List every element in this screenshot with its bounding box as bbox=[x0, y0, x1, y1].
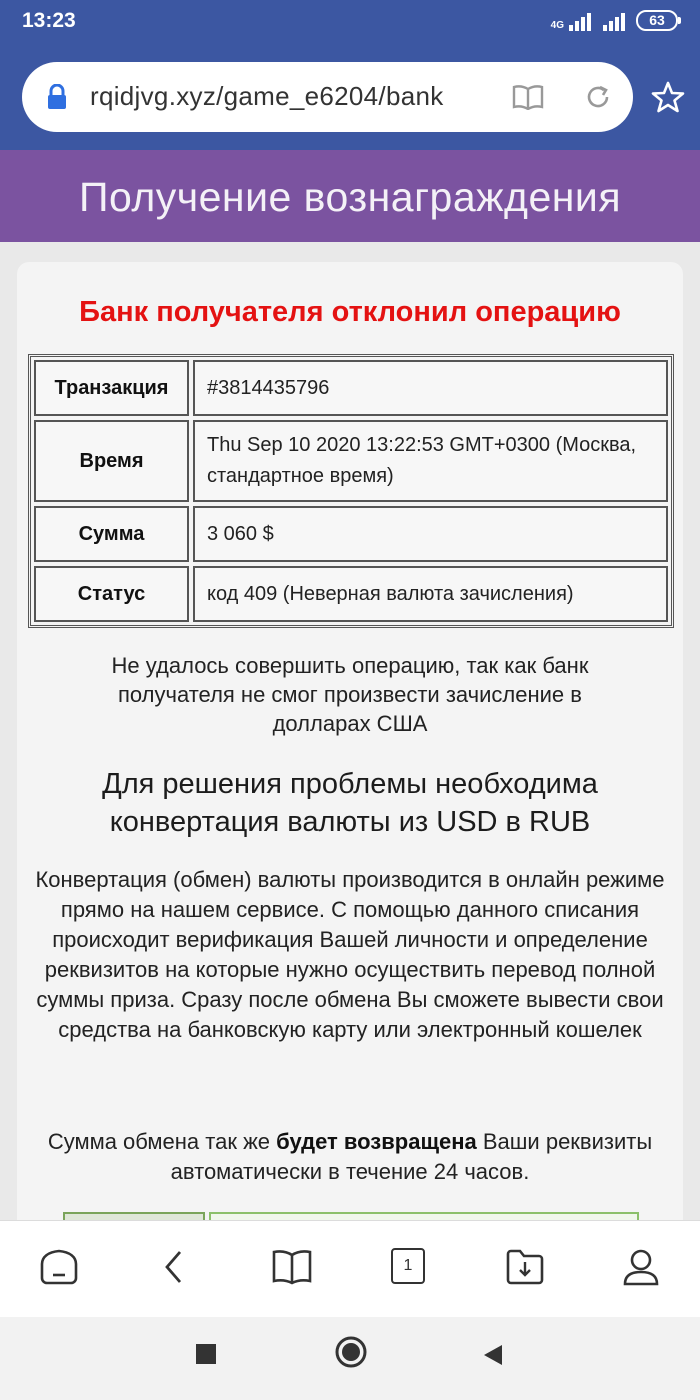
downloads-icon[interactable] bbox=[505, 1248, 545, 1286]
transaction-table bbox=[28, 354, 674, 628]
page-header bbox=[0, 150, 700, 242]
browser-chrome bbox=[0, 0, 700, 150]
status-time: 13:23 bbox=[22, 9, 76, 32]
table-value: Thu Sep 10 2020 13:22:53 GMT+0300 (Москва, стандартное время) bbox=[193, 420, 668, 502]
table-row bbox=[34, 506, 668, 562]
conversion-description: Конвертация (обмен) валюты производится в онлайн режиме прямо на нашем сервисе. С помощью данного списания происходит верификация Вашей личности и определение реквизитов на которые нужно осуществить перевод полной суммы приза. Сразу после обмена Вы сможете вывести свои средства на банковскую карту или электронный кошелек bbox=[35, 867, 665, 1042]
error-title: Банк получателя отклонил операцию bbox=[79, 296, 621, 328]
page-title: Получение вознаграждения bbox=[78, 174, 622, 220]
table-row bbox=[34, 420, 668, 502]
back-triangle-icon[interactable] bbox=[482, 1343, 504, 1367]
signal-icon-2 bbox=[602, 11, 628, 31]
reload-icon[interactable] bbox=[584, 83, 612, 111]
refund-note-post: Ваши реквизиты автоматически в течение 24 часов. bbox=[170, 1129, 653, 1184]
table-label: Сумма bbox=[34, 506, 189, 562]
refund-note-pre: Сумма обмена так же bbox=[47, 1129, 277, 1154]
table-value: код 409 (Неверная валюта зачисления) bbox=[193, 566, 668, 622]
bookmark-star-icon[interactable] bbox=[651, 80, 685, 114]
table-label: Статус bbox=[34, 566, 189, 622]
content-card bbox=[17, 262, 683, 1262]
browser-bottom-nav bbox=[0, 1220, 700, 1317]
table-label: Транзакция bbox=[34, 360, 189, 416]
lock-icon bbox=[46, 84, 68, 110]
back-icon[interactable] bbox=[160, 1248, 188, 1286]
profile-icon[interactable] bbox=[622, 1248, 660, 1288]
table-value: 3 060 $ bbox=[193, 506, 668, 562]
table-value: #3814435796 bbox=[193, 360, 668, 416]
battery-icon: 63 bbox=[636, 10, 678, 31]
signal-icon bbox=[568, 11, 594, 31]
tabs-button[interactable]: 1 bbox=[391, 1248, 425, 1284]
solution-heading: Для решения проблемы необходима конвертация валюты из USD в RUB bbox=[102, 768, 598, 838]
status-icons bbox=[551, 10, 678, 31]
reader-mode-icon[interactable] bbox=[512, 84, 544, 110]
network-type: 4G bbox=[550, 20, 564, 31]
table-row bbox=[34, 360, 668, 416]
recents-icon[interactable] bbox=[195, 1343, 217, 1365]
home-circle-icon[interactable] bbox=[334, 1335, 368, 1369]
url-text[interactable]: rqidjvg.xyz/game_e6204/bank bbox=[90, 81, 444, 111]
bookmarks-icon[interactable] bbox=[271, 1248, 313, 1286]
system-nav-bar bbox=[0, 1317, 700, 1400]
home-icon[interactable] bbox=[38, 1248, 80, 1286]
refund-note bbox=[17, 1127, 683, 1187]
table-row bbox=[34, 566, 668, 622]
table-label: Время bbox=[34, 420, 189, 502]
failure-message: Не удалось совершить операцию, так как банк получателя не смог произвести зачисление в долларах США bbox=[111, 653, 589, 736]
refund-note-bold: будет возвращена bbox=[276, 1129, 477, 1154]
address-bar[interactable] bbox=[22, 62, 633, 132]
